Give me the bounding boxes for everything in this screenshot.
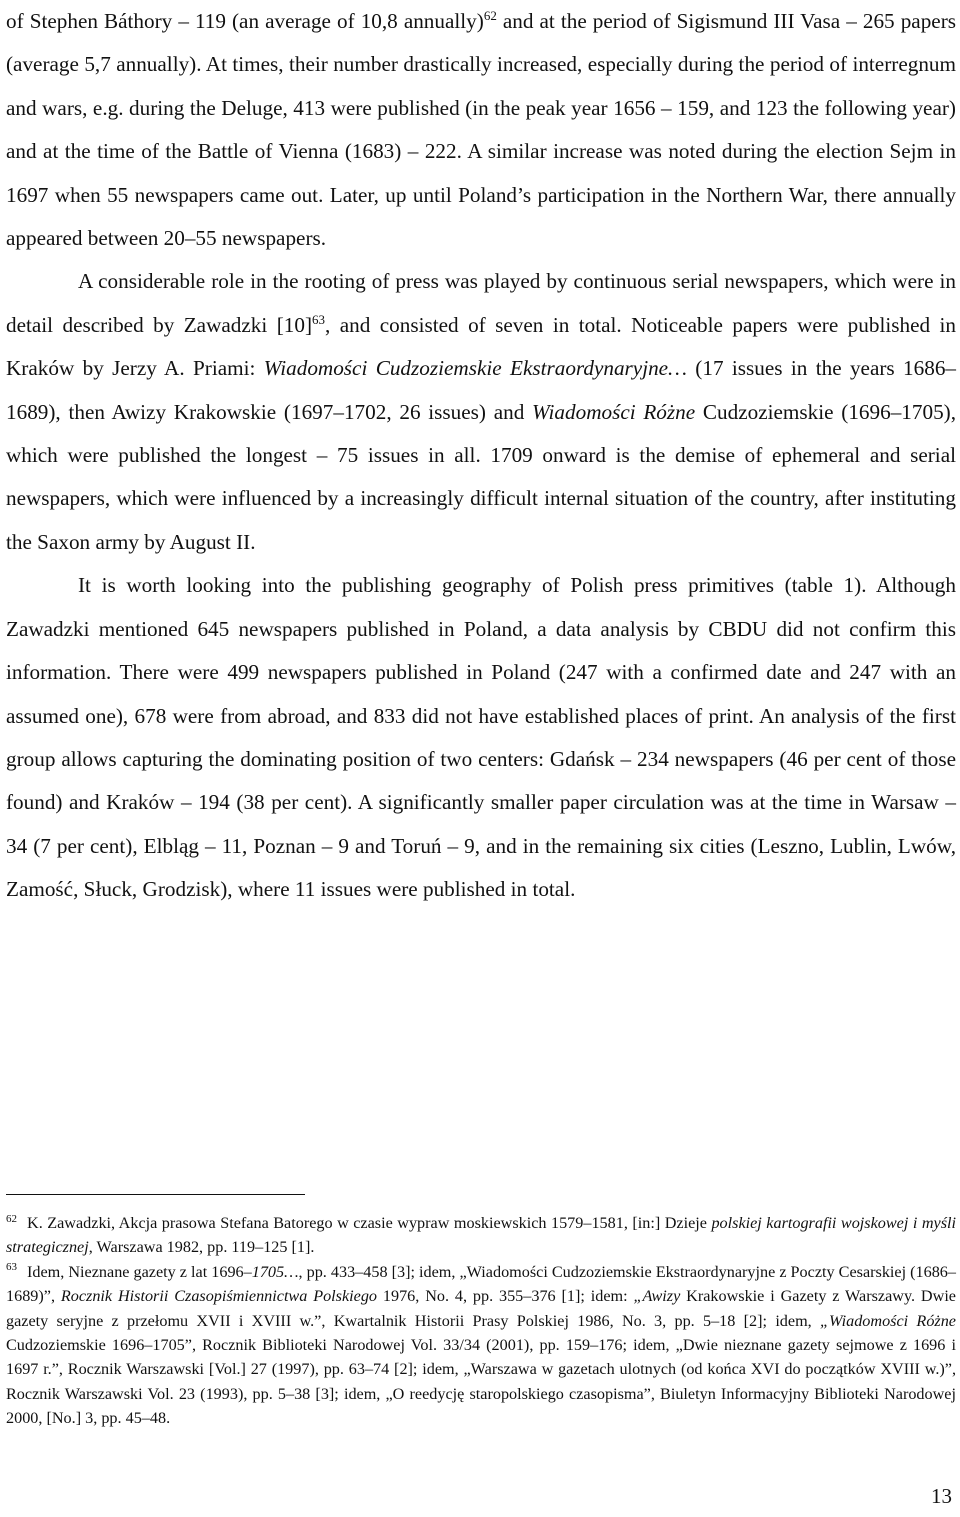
text-run: of Stephen Báthory	[6, 9, 179, 33]
footnote-number: 63	[6, 1261, 17, 1274]
footnote-separator	[6, 1194, 305, 1195]
italic-title: Wiadomości Różne	[532, 399, 696, 424]
text-run: Idem, Nieznane gazety z lat 1696–	[27, 1262, 252, 1281]
text-run: , Warszawa 1982, pp. 119–125 [1].	[88, 1238, 315, 1257]
page-number: 13	[931, 1484, 952, 1508]
text-run: – 159, and 123 the following year) and at the time of the Battle of Vienna (1683)	[6, 95, 956, 164]
text-run: K. Zawadzki, Akcja prasowa Stefana Batorego w czasie wypraw moskiewskich 1579–1581, [in:] Dzieje	[27, 1214, 712, 1232]
italic-title: polskiej kartografii wojskowej i myśli strategicznej	[6, 1214, 956, 1257]
italic-title: Wiadomości Cudzoziemskie Ekstraordynaryjne…	[263, 356, 687, 381]
text-run: – 265 papers (average 5,7 annually). At times, their number drastically increased, especially during the period of interregnum and wars, e.g. during the Deluge, 413 were published (in the peak year 1656	[6, 9, 956, 120]
footnote-63	[6, 1260, 956, 1431]
footnote-number: 62	[6, 1212, 17, 1225]
footnote-ref-62[interactable]: 62	[483, 7, 497, 23]
text-run: – 119 (an average of 10,8 annually)	[178, 9, 484, 33]
footnote-ref-63[interactable]: 63	[312, 311, 326, 327]
text-run: , and consisted of seven in total. Noticeable papers were published in Kraków by Jerzy A. Priami:	[6, 312, 956, 381]
text-run: Cudzoziemskie (1696–1705), which were published the longest	[6, 399, 957, 468]
italic-title: Rocznik Historii Czasopiśmiennictwa Polskiego	[60, 1287, 378, 1306]
text-run: 1976, No. 4, pp. 355–376 [1]; idem:	[377, 1287, 634, 1306]
paragraph-3: It is worth looking into the publishing geography of Polish press primitives (table 1). Although Zawadzki mentioned 645 newspapers published in Poland, a data analysis by CBDU did not confirm this information. There were 499 newspapers published in Poland (247 with a confirmed date and 247 with an assumed one), 678 were from abroad, and 833 did not have established places of print. An analysis of the first group allows capturing the dominating position of two centers: Gdańsk – 234 newspapers (46 per cent of those found) and Kraków – 194 (38 per cent). A significantly smaller paper circulation was at the time in Warsaw – 34 (7 per cent), Elbląg – 11, Poznan – 9 and Toruń – 9, and in the remaining six cities (Leszno, Lublin, Lwów, Zamość, Słuck, Grodzisk), where 11 issues were published in total.	[6, 573, 956, 902]
text-run: and at the period of Sigismund III Vasa	[496, 9, 847, 33]
text-run: (17 issues in the years 1686–1689), then Awizy Krakowskie (1697–1702, 26 issues) and	[6, 356, 957, 424]
footnote-62	[6, 1211, 956, 1260]
text-run: Cudzoziemskie 1696–1705”, Rocznik Biblioteki Narodowej Vol. 33/34 (2001), pp. 159–176; idem, „Dwie nieznane gazety sejmowe z 1696 i 1697 r.”, Rocznik Warszawski [Vol.] 27 (1997), pp. 63–74 [2]; idem, „Warszawa w gazetach ulotnych (od końca XVI do początków XVIII w.)”, Rocznik Warszawski Vol. 23 (1993), pp. 5–38 [3]; idem, „O reedycję staropolskiego czasopisma”, Biuletyn Informacyjny Biblioteki Narodowej 2000, [No.] 3, pp. 45–48.	[6, 1336, 956, 1428]
footnotes	[6, 1211, 956, 1431]
body-text	[6, 0, 956, 912]
text-run: – 75 issues in all. 1709 onward is the demise of ephemeral and serial newspapers, which were influenced by a increasingly difficult internal situation of the country, after instituting the Saxon army by August II.	[6, 443, 956, 554]
italic-title: „Awizy	[633, 1287, 681, 1306]
text-run: Krakowskie i Gazety z Warszawy. Dwie gazety seryjne z przełomu XVII i XVIII w.”, Kwartalnik Historii Prasy Polskiej 1986, No. 3, pp. 5–18 [2]; idem,	[6, 1287, 956, 1330]
paragraph-1	[6, 0, 956, 260]
italic-title: 1705…	[251, 1262, 299, 1281]
text-run: A considerable role in the rooting of press was played by continuous serial newspapers, which were in detail described by Zawadzki [10]	[6, 269, 956, 337]
text-run: – 222. A similar increase was noted during the election Sejm in 1697 when 55 newspapers came out. Later, up until Poland’s participation in the Northern War, there annually appeared between 20–55 newspapers.	[6, 139, 956, 251]
text-run: , pp. 433–458 [3]; idem, „Wiadomości Cudzoziemskie Ekstraordynaryjne z Poczty Cesarskiej (1686–1689)”,	[6, 1262, 956, 1306]
italic-title: „Wiadomości Różne	[820, 1311, 956, 1330]
paragraph-2	[6, 260, 956, 564]
